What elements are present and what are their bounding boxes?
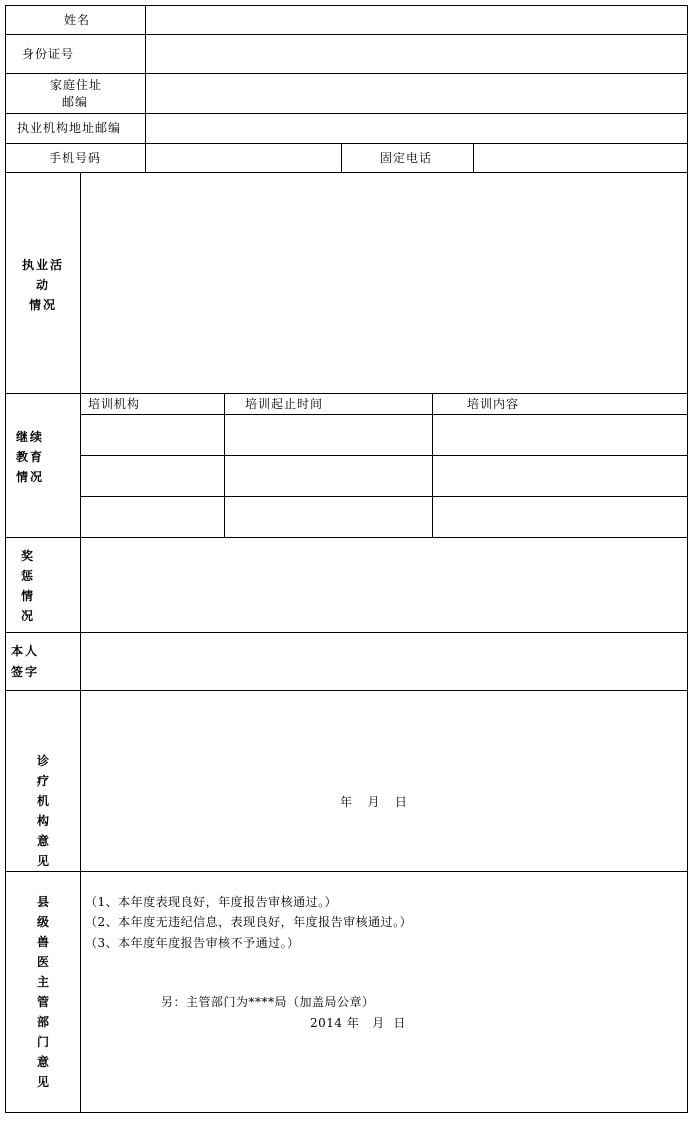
id-field[interactable] <box>145 34 688 74</box>
county-option-2: （2、本年度无违纪信息，表现良好，年度报告审核通过。） <box>85 915 413 929</box>
education-row-1-time[interactable] <box>224 414 433 456</box>
county-label-cell <box>5 871 81 1113</box>
clinic-date: 年 月 日 <box>340 795 408 809</box>
education-row-2-content[interactable] <box>432 455 688 497</box>
id-label: 身份证号 <box>22 47 75 61</box>
education-header-time <box>224 393 433 415</box>
education-row-3-time[interactable] <box>224 496 433 538</box>
clinic-field[interactable] <box>80 690 688 872</box>
clinic-label-cell <box>5 690 81 872</box>
education-header-content <box>432 393 688 415</box>
phone-label-cell <box>341 143 474 173</box>
activity-field[interactable] <box>80 172 688 394</box>
mobile-field[interactable] <box>145 143 342 173</box>
phone-field[interactable] <box>473 143 688 173</box>
education-row-3-content[interactable] <box>432 496 688 538</box>
education-row-3-agency[interactable] <box>80 496 225 538</box>
clinic-label: 诊 疗 机 构 意 见 <box>36 754 51 868</box>
name-label-cell <box>5 5 146 35</box>
education-header-agency <box>80 393 225 415</box>
signature-label-cell <box>5 632 81 691</box>
agency-label: 执业机构地址邮编 <box>17 121 122 135</box>
education-row-2-time[interactable] <box>224 455 433 497</box>
county-option-1: （1、本年度表现良好，年度报告审核通过。） <box>85 895 338 909</box>
mobile-label-cell <box>5 143 146 173</box>
address-label: 家庭住址 <box>50 78 103 92</box>
name-field[interactable] <box>145 5 688 35</box>
education-label-cell <box>5 393 81 538</box>
county-option-3: （3、本年度年度报告审核不予通过。） <box>85 936 300 950</box>
signature-field[interactable] <box>80 632 688 691</box>
education-row-1-content[interactable] <box>432 414 688 456</box>
phone-label: 固定电话 <box>380 151 433 165</box>
awards-label: 奖 惩 情 况 <box>20 549 35 623</box>
address-field[interactable] <box>145 73 688 114</box>
name-label: 姓名 <box>64 13 91 27</box>
postcode-label: 邮编 <box>62 95 89 109</box>
awards-field[interactable] <box>80 537 688 633</box>
activity-label-cell <box>5 172 81 394</box>
county-field[interactable] <box>80 871 688 1113</box>
county-date: 2014 年 月 日 <box>310 1016 406 1030</box>
awards-label-cell <box>5 537 81 633</box>
county-note: 另：主管部门为****局（加盖局公章） <box>161 995 375 1009</box>
signature-label: 本人 签字 <box>11 644 40 679</box>
education-label: 继续 教育 情况 <box>16 430 45 484</box>
education-header-agency-label: 培训机构 <box>88 397 141 411</box>
activity-label: 执业活 动 情况 <box>21 258 64 312</box>
address-label-cell <box>5 73 146 114</box>
mobile-label: 手机号码 <box>49 151 102 165</box>
education-row-2-agency[interactable] <box>80 455 225 497</box>
education-header-content-label: 培训内容 <box>467 397 520 411</box>
county-label: 县 级 兽 医 主 管 部 门 意 见 <box>36 895 51 1089</box>
education-row-1-agency[interactable] <box>80 414 225 456</box>
agency-field[interactable] <box>145 113 688 144</box>
id-label-cell <box>5 34 146 74</box>
agency-label-cell <box>5 113 146 144</box>
education-header-time-label: 培训起止时间 <box>245 397 324 411</box>
